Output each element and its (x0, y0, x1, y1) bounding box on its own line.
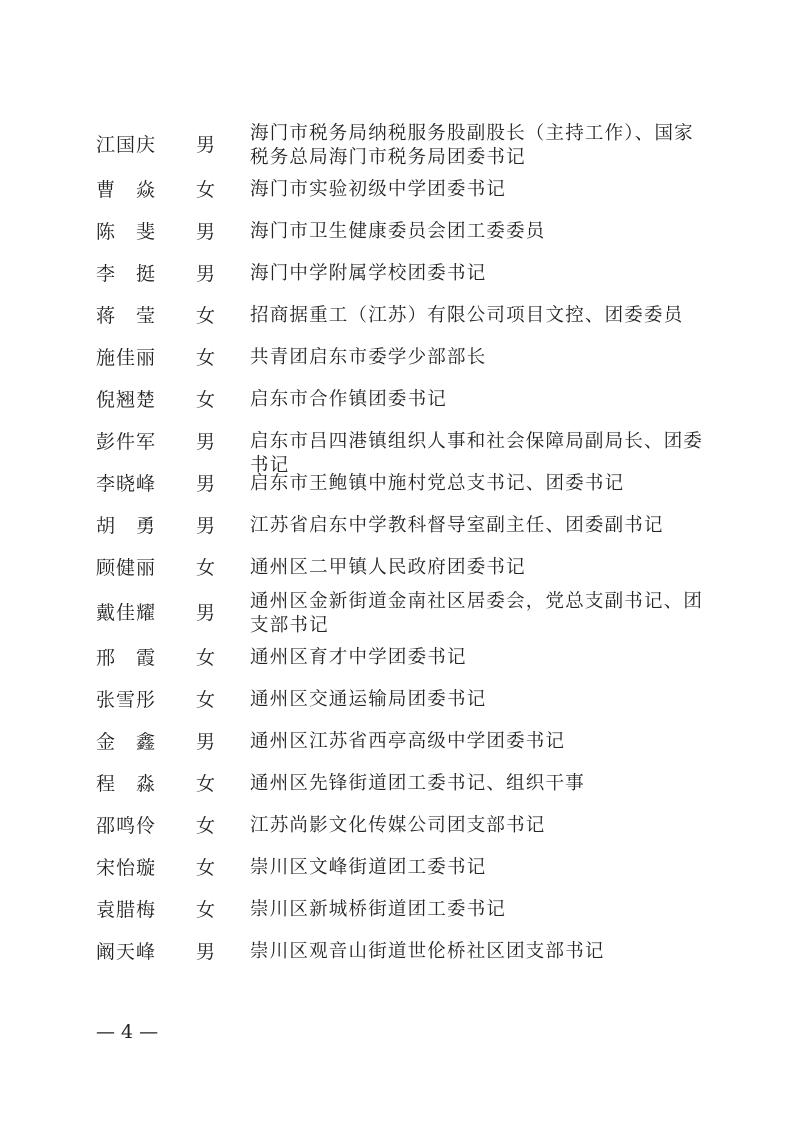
member-position: 江苏尚影文化传媒公司团支部书记 (250, 815, 546, 836)
page-number: — 4 — (96, 1021, 159, 1043)
member-name: 李晓峰 (96, 473, 157, 495)
member-gender: 女 (196, 815, 216, 837)
member-position: 海门市税务局纳税服务股副股长（主持工作）、国家税务总局海门市税务局团委书记 (250, 123, 694, 168)
member-gender: 女 (196, 347, 216, 369)
member-name: 李 挺 (96, 263, 157, 285)
member-position: 通州区育才中学团委书记 (250, 647, 467, 668)
member-gender: 女 (196, 647, 216, 669)
member-position: 海门市卫生健康委员会团工委委员 (250, 221, 546, 242)
member-gender: 男 (196, 473, 216, 495)
member-gender: 男 (196, 515, 216, 537)
member-position: 通州区交通运输局团委书记 (250, 689, 487, 710)
member-name: 金 鑫 (96, 731, 157, 753)
member-gender: 女 (196, 899, 216, 921)
member-name: 邵鸣伶 (96, 815, 157, 837)
member-name: 倪翘楚 (96, 389, 157, 411)
member-position: 江苏省启东中学教科督导室副主任、团委副书记 (250, 515, 664, 536)
member-position: 崇川区文峰街道团工委书记 (250, 857, 487, 878)
member-position: 通州区金新街道金南社区居委会，党总支副书记、团支部书记 (250, 591, 704, 636)
member-gender: 女 (196, 557, 216, 579)
member-gender: 男 (196, 941, 216, 963)
member-name: 江国庆 (96, 134, 157, 156)
member-gender: 男 (196, 602, 216, 624)
member-position: 招商据重工（江苏）有限公司项目文控、团委委员 (250, 305, 684, 326)
member-gender: 女 (196, 305, 216, 327)
member-position: 海门中学附属学校团委书记 (250, 263, 487, 284)
member-name: 袁腊梅 (96, 899, 157, 921)
member-gender: 男 (196, 221, 216, 243)
member-gender: 男 (196, 134, 216, 156)
member-position: 崇川区新城桥街道团工委书记 (250, 899, 507, 920)
member-gender: 女 (196, 689, 216, 711)
member-name: 彭件军 (96, 431, 157, 453)
member-name: 施佳丽 (96, 347, 157, 369)
member-name: 陈 斐 (96, 221, 157, 243)
member-position: 启东市合作镇团委书记 (250, 389, 448, 410)
member-name: 蒋 莹 (96, 305, 157, 327)
member-position: 海门市实验初级中学团委书记 (250, 179, 507, 200)
member-gender: 女 (196, 773, 216, 795)
member-gender: 男 (196, 263, 216, 285)
member-name: 程 淼 (96, 773, 157, 795)
member-gender: 女 (196, 389, 216, 411)
member-position: 启东市王鲍镇中施村党总支书记、团委书记 (250, 473, 625, 494)
member-gender: 女 (196, 179, 216, 201)
member-gender: 男 (196, 731, 216, 753)
member-name: 阚天峰 (96, 941, 157, 963)
member-name: 宋怡璇 (96, 857, 157, 879)
member-name: 戴佳耀 (96, 602, 157, 624)
member-name: 邢 霞 (96, 647, 157, 669)
member-position: 通州区江苏省西亭高级中学团委书记 (250, 731, 566, 752)
member-position: 崇川区观音山街道世伦桥社区团支部书记 (250, 941, 605, 962)
member-name: 胡 勇 (96, 515, 157, 537)
member-position: 共青团启东市委学少部部长 (250, 347, 487, 368)
member-position: 通州区先锋街道团工委书记、组织干事 (250, 773, 585, 794)
member-gender: 女 (196, 857, 216, 879)
member-position: 启东市吕四港镇组织人事和社会保障局副局长、团委书记 (250, 431, 704, 476)
member-gender: 男 (196, 431, 216, 453)
member-name: 顾健丽 (96, 557, 157, 579)
member-name: 曹 焱 (96, 179, 157, 201)
member-position: 通州区二甲镇人民政府团委书记 (250, 557, 526, 578)
member-name: 张雪彤 (96, 689, 157, 711)
